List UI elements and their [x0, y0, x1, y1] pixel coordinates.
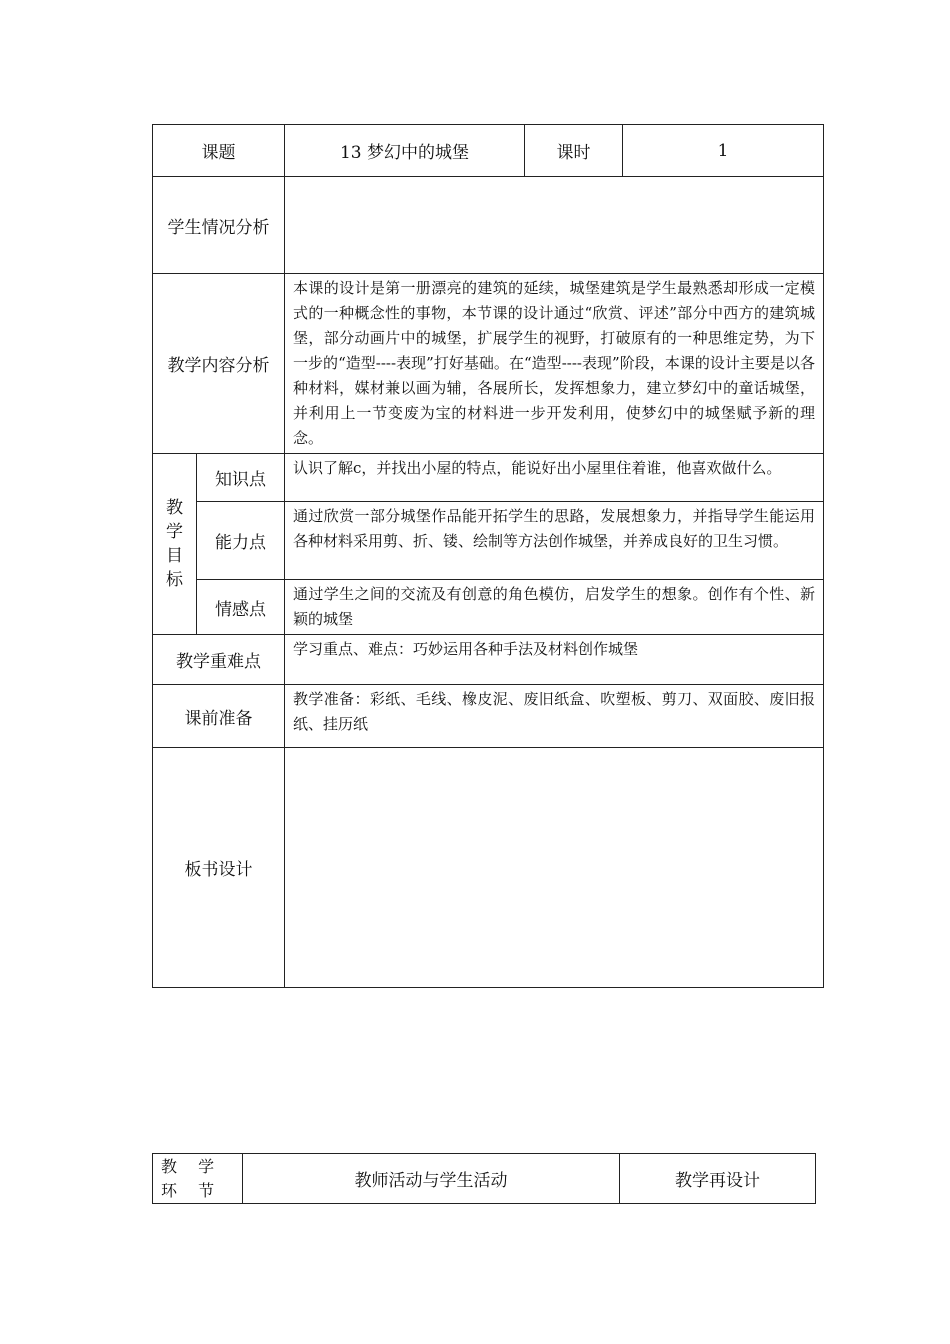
key-points-content: 学习重点、难点：巧妙运用各种手法及材料创作城堡 [285, 635, 824, 685]
preparation-content: 教学准备：彩纸、毛线、橡皮泥、废旧纸盒、吹塑板、剪刀、双面胶、废旧报纸、挂历纸 [285, 685, 824, 748]
student-analysis-row [153, 177, 824, 274]
emotion-content: 通过学生之间的交流及有创意的角色模仿，启发学生的想象。创作有个性、新颖的城堡 [285, 580, 824, 635]
board-design-row [153, 748, 824, 988]
student-analysis-content [285, 177, 824, 274]
topic-label: 课题 [153, 125, 285, 177]
student-analysis-label: 学生情况分析 [153, 177, 285, 274]
topic-row [153, 125, 824, 177]
emotion-label: 情感点 [197, 580, 285, 635]
teaching-process-table [152, 1153, 816, 1204]
preparation-row [153, 685, 824, 748]
process-header-row [153, 1154, 816, 1204]
board-design-content [285, 748, 824, 988]
objectives-label [153, 454, 197, 635]
objectives-char: 目 [166, 546, 183, 566]
board-design-label: 板书设计 [153, 748, 285, 988]
knowledge-content: 认识了解c，并找出小屋的特点，能说好出小屋里住着谁，他喜欢做什么。 [285, 454, 824, 502]
key-points-label: 教学重难点 [153, 635, 285, 685]
key-points-row [153, 635, 824, 685]
content-analysis-label: 教学内容分析 [153, 274, 285, 454]
ability-content: 通过欣赏一部分城堡作品能开拓学生的思路，发展想象力，并指导学生能运用各种材料采用剪、折、镂、绘制等方法创作城堡，并养成良好的卫生习惯。 [285, 502, 824, 580]
ability-label: 能力点 [197, 502, 285, 580]
redesign-header: 教学再设计 [620, 1154, 816, 1204]
objectives-char: 学 [166, 522, 183, 542]
topic-value: 13 梦幻中的城堡 [285, 125, 525, 177]
objective-knowledge-row [153, 454, 824, 502]
objectives-char: 教 [166, 498, 183, 518]
period-label: 课时 [525, 125, 623, 177]
content-analysis-text: 本课的设计是第一册漂亮的建筑的延续，城堡建筑是学生最熟悉却形成一定模式的一种概念性的事物，本节课的设计通过“欣赏、评述”部分中西方的建筑城堡，部分动画片中的城堡，扩展学生的视野，打破原有的一种思维定势，为下一步的“造型----表现”打好基础。在“造型----表现”阶段，本课的设计主要是以各种材料，媒材兼以画为辅，各展所长，发挥想象力，建立梦幻中的童话城堡，并利用上一节变废为宝的材料进一步开发利用，使梦幻中的城堡赋予新的理念。 [285, 274, 824, 454]
objective-ability-row [153, 502, 824, 580]
preparation-label: 课前准备 [153, 685, 285, 748]
knowledge-label: 知识点 [197, 454, 285, 502]
objective-emotion-row [153, 580, 824, 635]
period-value: 1 [623, 125, 824, 177]
activities-header: 教师活动与学生活动 [243, 1154, 620, 1204]
objectives-char: 标 [166, 570, 183, 590]
stage-header: 教 学 环 节 [153, 1154, 243, 1204]
content-analysis-row [153, 274, 824, 454]
lesson-plan-table [152, 124, 824, 988]
